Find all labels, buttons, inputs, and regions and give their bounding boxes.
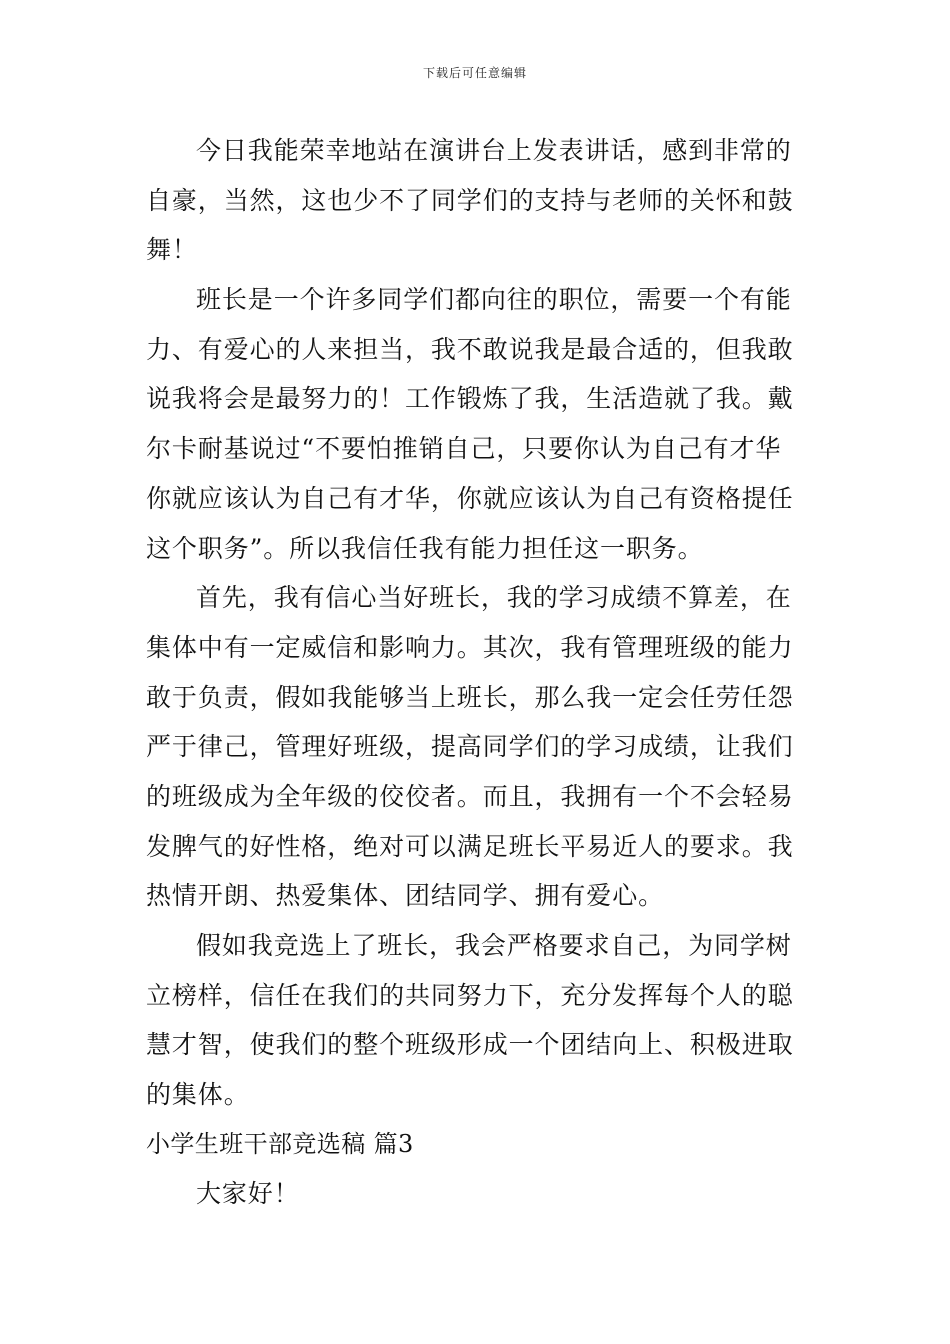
paragraph-3-line-2: 集体中有一定威信和影响力。其次，我有管理班级的能力 bbox=[146, 632, 794, 662]
paragraph-3-line-6: 发脾气的好性格，绝对可以满足班长平易近人的要求。我 bbox=[146, 831, 794, 861]
section-heading: 小学生班干部竞选稿 篇3 bbox=[146, 1129, 414, 1158]
paragraph-2-line-3: 说我将会是最努力的！工作锻炼了我，生活造就了我。戴 bbox=[146, 384, 794, 414]
paragraph-3-line-5: 的班级成为全年级的佼佼者。而且，我拥有一个不会轻易 bbox=[146, 781, 794, 811]
paragraph-2-line-6: 这个职务”。所以我信任我有能力担任这一职务。 bbox=[146, 533, 704, 563]
paragraph-2-line-1: 班长是一个许多同学们都向往的职位，需要一个有能 bbox=[196, 285, 792, 315]
paragraph-3-line-1: 首先，我有信心当好班长，我的学习成绩不算差，在 bbox=[196, 583, 792, 613]
paragraph-2-line-5: 你就应该认为自己有才华，你就应该认为自己有资格提任 bbox=[146, 483, 794, 513]
paragraph-1-line-1: 今日我能荣幸地站在演讲台上发表讲话，感到非常的 bbox=[196, 136, 792, 165]
document-body bbox=[146, 126, 808, 1219]
paragraph-3-line-7: 热情开朗、热爱集体、团结同学、拥有爱心。 bbox=[146, 881, 665, 911]
paragraph-1-line-2: 自豪，当然，这也少不了同学们的支持与老师的关怀和鼓 bbox=[146, 185, 794, 215]
paragraph-3-line-4: 严于律己，管理好班级，提高同学们的学习成绩，让我们 bbox=[146, 732, 794, 762]
paragraph-1-line-3: 舞！ bbox=[146, 235, 198, 265]
paragraph-4-line-3: 慧才智，使我们的整个班级形成一个团结向上、积极进取 bbox=[146, 1030, 794, 1060]
page-header: 下载后可任意编辑 bbox=[422, 66, 527, 80]
greeting-line: 大家好！ bbox=[196, 1179, 300, 1209]
paragraph-4-line-4: 的集体。 bbox=[146, 1080, 250, 1110]
paragraph-4-line-2: 立榜样，信任在我们的共同努力下，充分发挥每个人的聪 bbox=[146, 980, 794, 1010]
paragraph-2-line-2: 力、有爱心的人来担当，我不敢说我是最合适的，但我敢 bbox=[146, 334, 794, 364]
paragraph-2-line-4: 尔卡耐基说过“不要怕推销自己，只要你认为自己有才华 bbox=[146, 434, 782, 464]
paragraph-3-line-3: 敢于负责，假如我能够当上班长，那么我一定会任劳任怨 bbox=[146, 682, 794, 712]
paragraph-4-line-1: 假如我竞选上了班长，我会严格要求自己，为同学树 bbox=[196, 931, 792, 960]
